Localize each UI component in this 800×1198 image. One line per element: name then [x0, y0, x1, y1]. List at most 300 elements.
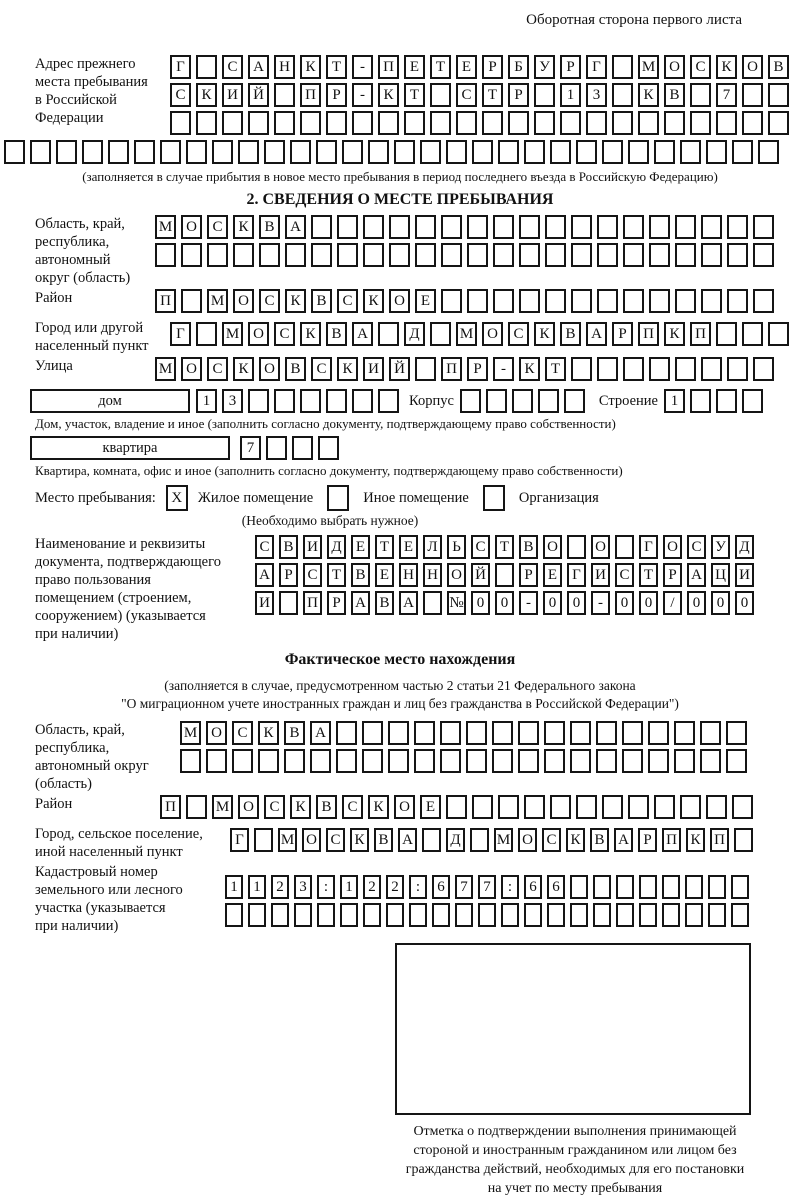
char-cell: М [456, 322, 477, 346]
char-cell [622, 721, 643, 745]
char-cell [486, 389, 507, 413]
korpus-label: Корпус [409, 392, 454, 409]
char-cell [597, 243, 618, 267]
char-cell [258, 749, 279, 773]
char-cell [593, 903, 611, 927]
char-cell [597, 357, 618, 381]
char-cell [337, 243, 358, 267]
char-cell [160, 140, 181, 164]
prev-address-row-1 [170, 55, 789, 79]
char-cell: 1 [560, 83, 581, 107]
char-cell: П [710, 828, 729, 852]
char-cell [612, 83, 633, 107]
char-cell: Е [351, 535, 370, 559]
char-cell [596, 721, 617, 745]
char-cell: Е [420, 795, 441, 819]
char-cell: М [494, 828, 513, 852]
char-cell: С [264, 795, 285, 819]
char-cell: Г [586, 55, 607, 79]
char-cell [441, 289, 462, 313]
char-cell: К [664, 322, 685, 346]
stamp-caption [373, 1122, 777, 1198]
char-cell: 1 [225, 875, 243, 899]
confirmation-stamp-area [395, 943, 751, 1115]
char-cell [519, 243, 540, 267]
cadastre-label-line: земельного или лесного [35, 882, 183, 898]
char-cell [639, 875, 657, 899]
stay-type-row [35, 485, 800, 511]
region-label-line: республика, [35, 234, 110, 250]
other-premises-option-label: Иное помещение [363, 489, 469, 506]
char-cell: С [232, 721, 253, 745]
char-cell: О [206, 721, 227, 745]
char-cell [742, 111, 763, 135]
char-cell: П [160, 795, 181, 819]
char-cell: 7 [716, 83, 737, 107]
stamp-caption-line: на учет по месту пребывания [487, 1181, 663, 1196]
char-cell [266, 436, 287, 460]
char-cell [732, 795, 753, 819]
char-cell: К [350, 828, 369, 852]
char-cell [274, 389, 295, 413]
char-cell [501, 903, 519, 927]
char-cell: С [326, 828, 345, 852]
char-cell [662, 875, 680, 899]
char-cell: М [638, 55, 659, 79]
char-cell: В [351, 563, 370, 587]
prev-address-block [0, 55, 800, 139]
char-cell: А [285, 215, 306, 239]
char-cell: 1 [340, 875, 358, 899]
actual-region-label-line: республика, [35, 740, 110, 756]
char-cell: У [534, 55, 555, 79]
actual-city-label-line: Город, сельское поселение, [35, 826, 203, 842]
char-cell [534, 111, 555, 135]
char-cell [576, 795, 597, 819]
district-label: Район [35, 290, 73, 306]
char-cell: П [690, 322, 711, 346]
char-cell [170, 111, 191, 135]
char-cell [340, 903, 358, 927]
char-cell [758, 140, 779, 164]
char-cell [441, 215, 462, 239]
char-cell: К [368, 795, 389, 819]
region-label-line: автономный [35, 252, 111, 268]
char-cell [727, 289, 748, 313]
char-cell [232, 749, 253, 773]
char-cell [441, 243, 462, 267]
char-cell [570, 903, 588, 927]
char-cell [701, 289, 722, 313]
char-cell [547, 903, 565, 927]
char-cell: М [278, 828, 297, 852]
actual-district-label: Район [35, 796, 73, 812]
char-cell [570, 721, 591, 745]
char-cell [467, 243, 488, 267]
char-cell: И [255, 591, 274, 615]
char-cell: А [399, 591, 418, 615]
char-cell [378, 389, 399, 413]
char-cell: Р [560, 55, 581, 79]
stay-type-label: Место пребывания: [35, 489, 156, 506]
char-cell [386, 903, 404, 927]
char-cell [326, 389, 347, 413]
char-cell: Р [663, 563, 682, 587]
char-cell: К [258, 721, 279, 745]
char-cell [460, 389, 481, 413]
apartment-row [30, 436, 800, 460]
char-cell [654, 795, 675, 819]
char-cell [316, 140, 337, 164]
char-cell [570, 875, 588, 899]
char-cell: 6 [524, 875, 542, 899]
char-cell [271, 903, 289, 927]
char-cell: О [248, 322, 269, 346]
prev-address-row-3 [170, 111, 789, 135]
char-cell: К [566, 828, 585, 852]
char-cell [404, 111, 425, 135]
char-cell: А [687, 563, 706, 587]
char-cell: Р [467, 357, 488, 381]
char-cell [731, 875, 749, 899]
char-cell [706, 140, 727, 164]
cadastre-row-1 [225, 875, 749, 899]
char-cell [550, 140, 571, 164]
char-cell: 7 [240, 436, 261, 460]
stay-type-note: (Необходимо выбрать нужное) [241, 513, 419, 528]
char-cell [518, 721, 539, 745]
char-cell: Р [327, 591, 346, 615]
char-cell: 0 [471, 591, 490, 615]
char-cell: Г [170, 55, 191, 79]
section2-title: 2. СВЕДЕНИЯ О МЕСТЕ ПРЕБЫВАНИЯ [246, 191, 554, 208]
char-cell: Т [326, 55, 347, 79]
char-cell: 3 [586, 83, 607, 107]
char-cell: К [337, 357, 358, 381]
char-cell [259, 243, 280, 267]
char-cell [388, 721, 409, 745]
char-cell [576, 140, 597, 164]
document-row-2 [255, 563, 754, 587]
char-cell [492, 721, 513, 745]
char-cell [482, 111, 503, 135]
char-cell [493, 243, 514, 267]
actual-city-label-line: иной населенный пункт [35, 844, 183, 860]
char-cell: В [284, 721, 305, 745]
char-cell [254, 828, 273, 852]
actual-region-row-2 [180, 749, 747, 773]
char-cell [336, 721, 357, 745]
char-cell [467, 215, 488, 239]
stroenie-label: Строение [598, 392, 658, 409]
char-cell [649, 215, 670, 239]
char-cell [571, 289, 592, 313]
char-cell [597, 289, 618, 313]
actual-district-row [160, 795, 753, 819]
char-cell [593, 875, 611, 899]
char-cell [362, 749, 383, 773]
char-cell [571, 215, 592, 239]
char-cell [596, 749, 617, 773]
prev-address-label [0, 55, 170, 127]
char-cell [726, 749, 747, 773]
cadastre-label-line: при наличии) [35, 918, 119, 934]
char-cell [415, 357, 436, 381]
char-cell: С [456, 83, 477, 107]
char-cell: И [363, 357, 384, 381]
char-cell: М [222, 322, 243, 346]
char-cell: В [560, 322, 581, 346]
char-cell [615, 535, 634, 559]
char-cell [363, 215, 384, 239]
stamp-caption-line: гражданства действий, необходимых для его постановки [405, 1162, 745, 1177]
char-cell [701, 243, 722, 267]
char-cell: К [686, 828, 705, 852]
char-cell [279, 591, 298, 615]
region-label-line: Область, край, [35, 216, 125, 232]
char-cell [422, 828, 441, 852]
char-cell [742, 83, 763, 107]
actual-location-title: Фактическое место нахождения [284, 651, 516, 668]
char-cell: К [300, 322, 321, 346]
char-cell: А [310, 721, 331, 745]
char-cell: - [352, 55, 373, 79]
char-cell: К [233, 357, 254, 381]
char-cell [612, 111, 633, 135]
char-cell: Р [508, 83, 529, 107]
char-cell: И [303, 535, 322, 559]
document-label [0, 535, 255, 643]
char-cell: Т [495, 535, 514, 559]
char-cell [181, 243, 202, 267]
char-cell [274, 111, 295, 135]
char-cell [675, 215, 696, 239]
char-cell [430, 111, 451, 135]
cadastre-label-line: участка (указывается [35, 900, 166, 916]
apartment-cells [240, 436, 339, 460]
char-cell: - [493, 357, 514, 381]
city-row [170, 322, 789, 346]
char-cell [196, 111, 217, 135]
char-cell [466, 721, 487, 745]
char-cell: И [222, 83, 243, 107]
char-cell: К [285, 289, 306, 313]
char-cell: Л [423, 535, 442, 559]
char-cell: Д [327, 535, 346, 559]
char-cell [623, 215, 644, 239]
char-cell [432, 903, 450, 927]
char-cell [300, 111, 321, 135]
char-cell [155, 243, 176, 267]
char-cell: Й [389, 357, 410, 381]
char-cell [690, 389, 711, 413]
other-premises-checkbox [327, 485, 349, 511]
char-cell [498, 795, 519, 819]
char-cell [472, 140, 493, 164]
region-row-1 [155, 215, 774, 239]
document-label-line: при наличии) [35, 626, 119, 642]
document-block [0, 535, 800, 643]
char-cell [311, 243, 332, 267]
char-cell: П [303, 591, 322, 615]
char-cell: Б [508, 55, 529, 79]
char-cell: П [378, 55, 399, 79]
prev-address-label-line: Адрес прежнего [35, 56, 136, 72]
char-cell: Т [327, 563, 346, 587]
char-cell [284, 749, 305, 773]
document-row-1 [255, 535, 754, 559]
street-block [0, 357, 800, 385]
char-cell [181, 289, 202, 313]
char-cell [186, 140, 207, 164]
char-cell [524, 140, 545, 164]
char-cell: 1 [196, 389, 217, 413]
char-cell: Е [375, 563, 394, 587]
char-cell: К [534, 322, 555, 346]
char-cell: 3 [294, 875, 312, 899]
char-cell: О [181, 215, 202, 239]
char-cell [701, 215, 722, 239]
house-box: дом [30, 389, 190, 413]
char-cell [768, 83, 789, 107]
char-cell [248, 389, 269, 413]
char-cell: 7 [478, 875, 496, 899]
char-cell [470, 828, 489, 852]
char-cell [368, 140, 389, 164]
char-cell: 0 [495, 591, 514, 615]
char-cell [675, 357, 696, 381]
char-cell: Р [638, 828, 657, 852]
char-cell [352, 389, 373, 413]
char-cell [708, 903, 726, 927]
char-cell [508, 111, 529, 135]
char-cell: А [351, 591, 370, 615]
organization-option-label: Организация [518, 489, 599, 506]
char-cell: С [222, 55, 243, 79]
char-cell [207, 243, 228, 267]
char-cell [342, 140, 363, 164]
char-cell: Й [248, 83, 269, 107]
char-cell [378, 322, 399, 346]
char-cell [30, 140, 51, 164]
char-cell [768, 322, 789, 346]
char-cell: Й [471, 563, 490, 587]
char-cell: С [311, 357, 332, 381]
char-cell: Г [230, 828, 249, 852]
prev-address-label-line: в Российской [35, 92, 117, 108]
char-cell [493, 215, 514, 239]
char-cell: В [375, 591, 394, 615]
actual-district-block [0, 795, 800, 823]
char-cell [662, 903, 680, 927]
char-cell [446, 795, 467, 819]
char-cell: Е [543, 563, 562, 587]
char-cell: О [389, 289, 410, 313]
char-cell [570, 749, 591, 773]
char-cell: 2 [271, 875, 289, 899]
char-cell [544, 749, 565, 773]
char-cell: 6 [432, 875, 450, 899]
char-cell [685, 875, 703, 899]
char-cell: В [519, 535, 538, 559]
char-cell [389, 243, 410, 267]
actual-region-label-line: автономный округ [35, 758, 149, 774]
char-cell: В [285, 357, 306, 381]
char-cell [285, 243, 306, 267]
char-cell: А [248, 55, 269, 79]
char-cell [362, 721, 383, 745]
char-cell [597, 215, 618, 239]
house-row [30, 389, 800, 413]
char-cell [675, 243, 696, 267]
char-cell: К [519, 357, 540, 381]
char-cell [680, 140, 701, 164]
char-cell [690, 83, 711, 107]
char-cell [664, 111, 685, 135]
char-cell: И [591, 563, 610, 587]
char-cell [716, 111, 737, 135]
residential-option-label: Жилое помещение [197, 489, 314, 506]
char-cell: Т [430, 55, 451, 79]
char-cell [674, 721, 695, 745]
actual-location-caption-line-1: (заполняется в случае, предусмотренном частью 2 статьи 21 Федерального закона [164, 678, 636, 693]
char-cell: Е [404, 55, 425, 79]
char-cell: К [363, 289, 384, 313]
char-cell: Д [446, 828, 465, 852]
char-cell [512, 389, 533, 413]
char-cell: 0 [687, 591, 706, 615]
char-cell [602, 140, 623, 164]
char-cell [264, 140, 285, 164]
house-cells [196, 389, 399, 413]
district-block [0, 289, 800, 317]
region-row-2 [155, 243, 774, 267]
char-cell [685, 903, 703, 927]
char-cell [472, 795, 493, 819]
char-cell [753, 289, 774, 313]
char-cell: 2 [363, 875, 381, 899]
char-cell [467, 289, 488, 313]
char-cell [622, 749, 643, 773]
char-cell [734, 828, 753, 852]
char-cell: С [342, 795, 363, 819]
char-cell: С [274, 322, 295, 346]
char-cell: О [518, 828, 537, 852]
char-cell: В [316, 795, 337, 819]
char-cell: В [590, 828, 609, 852]
char-cell [545, 289, 566, 313]
organization-checkbox [483, 485, 505, 511]
char-cell [524, 903, 542, 927]
prev-address-label-line: Федерации [35, 110, 104, 126]
char-cell: К [638, 83, 659, 107]
region-block [0, 215, 800, 287]
residential-checkbox: X [166, 485, 188, 511]
char-cell [311, 215, 332, 239]
cadastre-label-line: Кадастровый номер [35, 864, 158, 880]
actual-region-row-1 [180, 721, 747, 745]
char-cell [726, 721, 747, 745]
char-cell: О [664, 55, 685, 79]
char-cell: Г [170, 322, 191, 346]
prev-address-caption: (заполняется в случае прибытия в новое место пребывания в период последнего въезда в Российскую Федерацию) [82, 169, 718, 184]
char-cell [466, 749, 487, 773]
char-cell [727, 215, 748, 239]
char-cell: : [409, 875, 427, 899]
char-cell: О [181, 357, 202, 381]
actual-city-label [0, 825, 230, 861]
char-cell: 0 [615, 591, 634, 615]
